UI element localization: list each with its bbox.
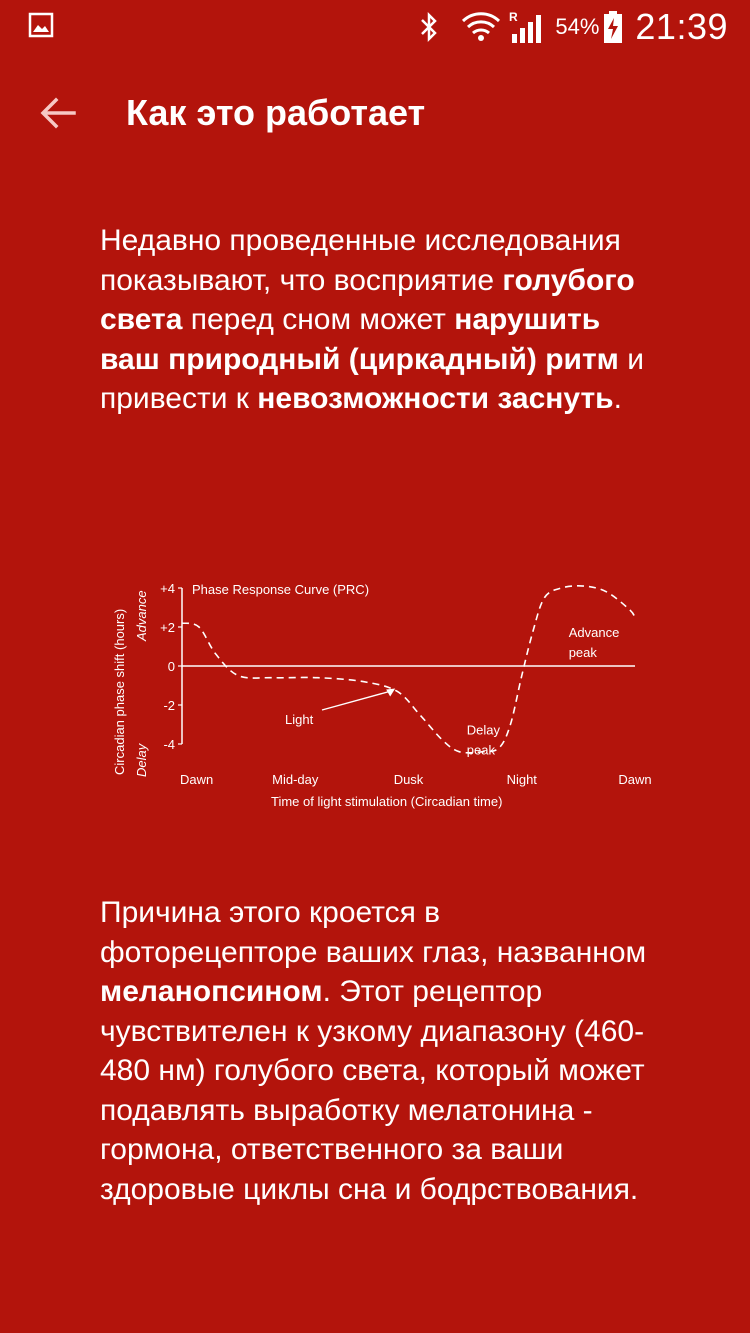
battery-charging-icon	[603, 10, 623, 44]
chart-series-line	[182, 586, 635, 753]
chart-y-tick-label: +4	[160, 581, 175, 596]
arrow-left-icon[interactable]	[36, 90, 82, 136]
explanation-paragraph	[100, 893, 660, 1209]
chart-annotation-label: Advance peak	[568, 624, 620, 660]
wifi-icon	[461, 10, 501, 44]
text-segment: . Этот рецептор чувствителен к узкому диапазону (460-480 нм) голубого света, который может подавлять выработку мелатонина - гормона, ответственного за ваши здоровые циклы сна и бодрствования.	[100, 975, 645, 1206]
text-segment: перед сном может	[182, 303, 455, 336]
chart-xlabel: Time of light stimulation (Circadian time)	[271, 794, 503, 809]
roaming-indicator: R	[509, 10, 519, 24]
intro-paragraph	[100, 221, 660, 419]
chart-title: Phase Response Curve (PRC)	[192, 582, 370, 597]
bold-segment: нарушить ваш природный (циркадный) ритм	[100, 303, 619, 376]
chart-annotation-arrow	[322, 690, 393, 710]
chart-ylabel-top: Advance	[134, 590, 149, 641]
chart-x-tick-label: Mid-day	[272, 772, 319, 787]
bold-segment: меланопсином	[100, 975, 323, 1008]
chart-annotation-label: Delay peak	[466, 722, 501, 758]
chart-y-tick-label: 0	[167, 659, 175, 674]
bold-segment: невозможности заснуть	[257, 382, 614, 415]
chart-x-tick-label: Dusk	[393, 772, 424, 787]
chart-y-tick-label: -2	[163, 698, 175, 713]
chart-y-tick-label: +2	[160, 620, 175, 635]
text-segment: Причина этого кроется в фоторецепторе ваших глаз, названном	[100, 896, 647, 969]
chart-ylabel: Circadian phase shift (hours)	[112, 608, 127, 775]
page-title: Как это работает	[126, 92, 426, 133]
bluetooth-icon	[419, 11, 439, 43]
chart-annotation-light: Light	[285, 712, 314, 727]
status-bar	[0, 0, 750, 54]
bold-segment: голубого света	[100, 263, 635, 336]
gallery-icon	[28, 12, 54, 38]
phase-response-curve-chart	[100, 565, 660, 825]
chart-x-tick-label: Dawn	[180, 772, 214, 787]
text-segment: и привести к	[100, 342, 644, 415]
text-segment: Недавно проведенные исследования показывают, что восприятие	[100, 224, 621, 297]
battery-percent: 54%	[555, 14, 600, 39]
chart-x-tick-label: Night	[506, 772, 537, 787]
app-bar	[0, 64, 750, 164]
chart-ylabel-bottom: Delay	[134, 743, 149, 777]
signal-icon	[509, 10, 545, 44]
text-segment: .	[613, 382, 622, 415]
chart-x-tick-label: Dawn	[618, 772, 652, 787]
clock: 21:39	[635, 6, 728, 47]
chart-y-tick-label: -4	[163, 737, 175, 752]
